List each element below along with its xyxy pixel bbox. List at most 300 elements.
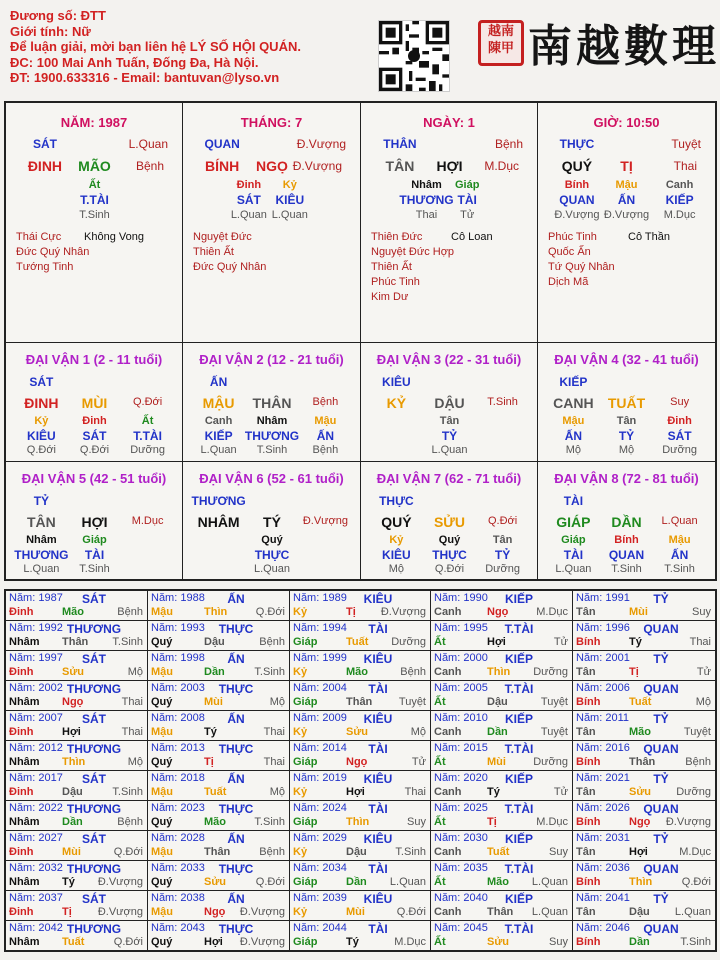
dv-hidden-stem: Tân (616, 415, 637, 427)
year-label (434, 712, 488, 724)
year-number: 2036 (605, 862, 630, 874)
dv-life-stage: M.Dục (131, 515, 164, 527)
year-ten-god: KIẾP (504, 592, 534, 606)
year-number: 2031 (605, 832, 630, 844)
year-number: 2027 (38, 832, 63, 844)
year-ten-god: ẤN (227, 652, 245, 666)
year-ten-god: THƯƠNG (66, 742, 122, 756)
dv-hidden-stem: Tân (492, 534, 513, 546)
year-number: 1987 (38, 592, 63, 604)
year-branch: Dần (487, 726, 508, 738)
year-ten-god: SÁT (82, 712, 106, 726)
year-life-stage: Suy (549, 936, 568, 948)
year-branch: Tuất (629, 696, 652, 708)
dv-hidden-god: ẤN (316, 429, 335, 443)
year-life-stage: Đ.Vượng (380, 606, 426, 618)
year-number: 2037 (38, 892, 63, 904)
year-ten-god: QUAN (643, 742, 679, 756)
year-ten-god: THỰC (218, 802, 254, 816)
year-label (576, 652, 630, 664)
address: ĐC: 100 Mai Anh Tuấn, Đống Đa, Hà Nội. (10, 54, 259, 70)
dv-stem: GIÁP (556, 514, 591, 530)
year-label (9, 622, 63, 634)
year-label (9, 742, 63, 754)
year-label (434, 862, 488, 874)
dv-hidden-stem: Tân (439, 415, 460, 427)
year-cell (431, 801, 573, 831)
year-ten-god: TÀI (368, 682, 388, 696)
year-stem: Đinh (9, 846, 34, 858)
annual-luck-table (4, 589, 717, 952)
year-life-stage: Đ.Vượng (239, 936, 285, 948)
dai-van-1 (6, 343, 183, 462)
year-life-stage: Tử (553, 636, 568, 648)
dai-van-title: ĐẠI VẬN 3 (22 - 31 tuổi) (376, 352, 522, 367)
year-number: 2005 (463, 682, 488, 694)
year-life-stage: T.Sinh (254, 816, 285, 828)
hidden-ten-god: TÀI (457, 193, 477, 207)
year-prefix: Năm: (434, 802, 464, 814)
dv-hidden-god: ẤN (564, 429, 583, 443)
dv-stem: TÂN (27, 514, 56, 530)
year-branch: Ngọ (487, 606, 509, 618)
dv-hidden-stem: Quý (261, 534, 283, 546)
hidden-ten-god: ẤN (617, 193, 636, 207)
shen-sha-star: Nguyệt Đức (193, 231, 252, 243)
year-life-stage: Thai (404, 786, 426, 798)
shen-sha-star: Thái Cực (16, 231, 62, 243)
year-number: 1997 (38, 652, 63, 664)
bazi-grid (4, 101, 717, 581)
year-stem: Bính (576, 816, 601, 828)
year-stem: Quý (151, 696, 173, 708)
year-ten-god: TỶ (653, 712, 669, 726)
year-prefix: Năm: (576, 652, 606, 664)
qr-code (378, 20, 450, 92)
year-stem: Nhâm (9, 636, 40, 648)
dv-life-stage: Q.Đới (132, 396, 163, 408)
year-number: 2018 (180, 772, 205, 784)
dv-hidden-god: KIẾP (204, 429, 233, 443)
dv-hidden-life: Q.Đới (79, 444, 110, 456)
year-branch: Dần (629, 936, 650, 948)
year-life-stage: T.Sinh (395, 846, 426, 858)
year-label (434, 742, 488, 754)
year-stem: Kỷ (293, 846, 308, 858)
year-branch: Dậu (204, 636, 225, 648)
year-life-stage: L.Quan (531, 906, 568, 918)
year-label (9, 772, 63, 784)
year-branch: Tị (487, 816, 497, 828)
year-branch: Thân (62, 636, 89, 648)
year-stem: Bính (576, 876, 601, 888)
earthly-branch: MÃO (78, 158, 111, 174)
dv-hidden-life: Dưỡng (485, 563, 520, 575)
year-stem: Quý (151, 636, 173, 648)
year-ten-god: THƯƠNG (66, 682, 122, 696)
ten-god: QUAN (204, 137, 240, 151)
year-prefix: Năm: (9, 682, 39, 694)
year-ten-god: T.TÀI (504, 862, 534, 876)
year-branch: Thìn (346, 816, 370, 828)
year-number: 1996 (605, 622, 630, 634)
hidden-life-stage: L.Quan (271, 209, 308, 221)
year-cell (573, 891, 715, 921)
hidden-stem: Canh (665, 179, 694, 191)
year-life-stage: Đ.Vượng (665, 816, 711, 828)
god-life-stage: L.Quan (128, 137, 168, 151)
year-ten-god: THƯƠNG (66, 802, 122, 816)
phone-email: ĐT: 1900.633316 - Email: bantuvan@lyso.vn (10, 70, 280, 85)
year-number: 2038 (180, 892, 205, 904)
year-stem: Nhâm (9, 816, 40, 828)
dv-hidden-stem: Đinh (82, 415, 107, 427)
year-number: 2017 (38, 772, 63, 784)
hidden-ten-god: KIẾP (665, 193, 694, 207)
brand-logo (478, 8, 720, 78)
year-cell (573, 681, 715, 711)
dv-branch: MÙI (81, 395, 108, 411)
year-cell (431, 831, 573, 861)
year-number: 1991 (605, 592, 630, 604)
year-stem: Canh (434, 786, 462, 798)
year-ten-god: TÀI (368, 742, 388, 756)
year-cell (290, 621, 431, 651)
year-prefix: Năm: (293, 712, 323, 724)
year-prefix: Năm: (9, 892, 39, 904)
year-prefix: Năm: (293, 742, 323, 754)
year-stem: Ất (434, 936, 446, 948)
year-branch: Dần (62, 816, 83, 828)
year-number: 2039 (322, 892, 347, 904)
year-branch: Tý (487, 786, 500, 798)
god-life-stage: Tuyệt (671, 137, 701, 151)
year-ten-god: T.TÀI (504, 742, 534, 756)
year-label (151, 772, 205, 784)
year-cell (573, 801, 715, 831)
year-stem: Tân (576, 846, 596, 858)
dv-hidden-stem: Bính (614, 534, 639, 546)
year-cell (431, 591, 573, 621)
year-stem: Canh (434, 846, 462, 858)
dv-hidden-god: TỶ (441, 429, 458, 443)
year-life-stage: Mộ (410, 726, 426, 738)
dv-hidden-god: THỰC (254, 548, 290, 562)
dv-hidden-stem: Ất (141, 415, 154, 427)
year-prefix: Năm: (151, 892, 181, 904)
year-ten-god: KIẾP (504, 772, 534, 786)
dv-stem: MẬU (202, 395, 235, 411)
year-life-stage: L.Quan (674, 906, 711, 918)
dai-van-title: ĐẠI VẬN 1 (2 - 11 tuổi) (25, 352, 163, 367)
dv-hidden-god: T.TÀI (133, 429, 162, 443)
year-prefix: Năm: (151, 862, 181, 874)
dv-hidden-god: TÀI (84, 548, 105, 562)
year-ten-god: KIÊU (363, 772, 393, 786)
dv-hidden-god: SÁT (82, 429, 107, 443)
year-number: 2007 (38, 712, 63, 724)
hidden-life-stage: Đ.Vượng (603, 209, 650, 221)
year-ten-god: THỰC (218, 742, 254, 756)
pillar-title: THÁNG: 7 (240, 115, 303, 130)
year-ten-god: ẤN (227, 832, 245, 846)
dai-van-2 (183, 343, 361, 462)
year-ten-god: KIÊU (363, 712, 393, 726)
year-ten-god: TÀI (368, 922, 388, 936)
year-branch: Hợi (62, 726, 81, 738)
year-life-stage: Suy (549, 846, 568, 858)
year-life-stage: Đ.Vượng (239, 906, 285, 918)
year-ten-god: ẤN (227, 892, 245, 906)
year-prefix: Năm: (576, 622, 606, 634)
dv-life-stage: Bệnh (312, 396, 339, 408)
year-number: 2035 (463, 862, 488, 874)
pillar-2 (183, 103, 361, 343)
ten-god: SÁT (32, 137, 57, 151)
year-life-stage: M.Dục (536, 606, 568, 618)
shen-sha-star-right: Cô Thần (628, 231, 670, 243)
year-life-stage: Tử (411, 756, 426, 768)
year-life-stage: Tuyệt (540, 726, 568, 738)
year-branch: Mão (346, 666, 368, 678)
year-cell (148, 591, 290, 621)
year-stem: Tân (576, 786, 596, 798)
year-label (9, 712, 63, 724)
year-cell (6, 801, 148, 831)
year-life-stage: L.Quan (389, 876, 426, 888)
year-cell (6, 741, 148, 771)
year-cell (148, 621, 290, 651)
year-number: 2040 (463, 892, 488, 904)
year-branch: Thân (487, 906, 514, 918)
pillar-title: GIỜ: 10:50 (593, 115, 660, 130)
year-label (151, 832, 205, 844)
year-number: 1992 (38, 622, 63, 634)
year-prefix: Năm: (151, 742, 181, 754)
year-life-stage: Dưỡng (676, 786, 711, 798)
hidden-life-stage: Thai (415, 209, 438, 221)
year-ten-god: TỶ (653, 832, 669, 846)
year-label (151, 622, 205, 634)
dv-hidden-life: L.Quan (253, 563, 291, 575)
year-ten-god: QUAN (643, 862, 679, 876)
dv-hidden-god: THƯƠNG (244, 429, 300, 443)
dv-hidden-life: Dưỡng (130, 444, 165, 456)
year-label (434, 652, 488, 664)
year-number: 2029 (322, 832, 347, 844)
year-label (434, 892, 488, 904)
year-stem: Đinh (9, 786, 34, 798)
year-prefix: Năm: (576, 832, 606, 844)
year-number: 2022 (38, 802, 63, 814)
branch-life-stage: Bệnh (135, 159, 164, 173)
year-life-stage: T.Sinh (680, 936, 711, 948)
heavenly-stem: BÍNH (205, 158, 240, 174)
year-life-stage: Tuyệt (540, 696, 568, 708)
year-label (9, 862, 63, 874)
year-ten-god: THỰC (218, 622, 254, 636)
year-ten-god: QUAN (643, 682, 679, 696)
year-branch: Mùi (204, 696, 223, 708)
dv-life-stage: Đ.Vượng (302, 515, 348, 527)
year-life-stage: Thai (263, 756, 285, 768)
year-cell (6, 651, 148, 681)
year-branch: Mão (204, 816, 226, 828)
hidden-life-stage: M.Dục (663, 209, 696, 221)
earthly-branch: NGỌ (256, 158, 288, 174)
year-label (293, 892, 347, 904)
year-ten-god: QUAN (643, 622, 679, 636)
dai-van-4 (538, 343, 715, 462)
year-prefix: Năm: (9, 742, 39, 754)
hidden-life-stage: Đ.Vượng (554, 209, 600, 221)
hidden-ten-god: QUAN (559, 193, 595, 207)
year-life-stage: T.Sinh (254, 666, 285, 678)
year-prefix: Năm: (293, 802, 323, 814)
year-branch: Hợi (629, 846, 648, 858)
year-prefix: Năm: (293, 682, 323, 694)
year-life-stage: Mộ (127, 666, 143, 678)
owner-name: Đương số: ĐTT (10, 8, 106, 23)
year-ten-god: THỰC (218, 682, 254, 696)
year-branch: Thân (204, 846, 231, 858)
year-cell (6, 771, 148, 801)
shen-sha-star: Phúc Tinh (548, 231, 597, 243)
year-number: 2016 (605, 742, 630, 754)
year-stem: Nhâm (9, 756, 40, 768)
year-stem: Giáp (293, 816, 318, 828)
year-prefix: Năm: (293, 652, 323, 664)
year-stem: Đinh (9, 666, 34, 678)
hidden-stem: Kỷ (282, 179, 297, 191)
year-cell (6, 621, 148, 651)
year-stem: Tân (576, 906, 596, 918)
year-prefix: Năm: (434, 892, 464, 904)
year-branch: Tuất (62, 936, 85, 948)
year-stem: Ất (434, 636, 446, 648)
year-label (293, 802, 347, 814)
hidden-ten-god: SÁT (236, 193, 261, 207)
year-prefix: Năm: (293, 592, 323, 604)
year-life-stage: T.Sinh (112, 786, 143, 798)
year-number: 2020 (463, 772, 488, 784)
year-stem: Bính (576, 636, 601, 648)
year-number: 2046 (605, 922, 630, 934)
pillar-1 (6, 103, 183, 343)
year-branch: Hợi (204, 936, 223, 948)
earthly-branch: HỢI (436, 158, 463, 174)
year-label (151, 802, 205, 814)
shen-sha-star: Dịch Mã (548, 276, 589, 288)
year-life-stage: Tử (553, 786, 568, 798)
year-label (9, 922, 63, 934)
heavenly-stem: QUÝ (561, 158, 593, 174)
year-label (576, 712, 629, 724)
dv-stem: KỶ (386, 395, 407, 411)
year-life-stage: Tuyệt (683, 726, 711, 738)
year-number: 2014 (322, 742, 347, 754)
year-stem: Quý (151, 816, 173, 828)
year-label (151, 892, 205, 904)
year-number: 2019 (322, 772, 347, 784)
year-ten-god: ẤN (227, 772, 245, 786)
year-cell (573, 861, 715, 891)
year-cell (573, 591, 715, 621)
year-cell (290, 591, 431, 621)
dv-hidden-life: T.Sinh (611, 563, 642, 575)
shen-sha-star-right: Cô Loan (451, 231, 493, 243)
year-cell (290, 861, 431, 891)
ten-god: THỰC (559, 137, 595, 151)
hidden-ten-god: THƯƠNG (399, 193, 454, 207)
year-cell (573, 771, 715, 801)
dv-hidden-god: KIÊU (27, 429, 56, 443)
year-cell (573, 621, 715, 651)
year-branch: Dần (204, 666, 225, 678)
year-ten-god: KIẾP (504, 652, 534, 666)
year-life-stage: Mộ (269, 696, 285, 708)
year-number: 2009 (322, 712, 347, 724)
dv-hidden-stem: Giáp (82, 534, 107, 546)
dv-branch: THÂN (252, 395, 292, 411)
year-prefix: Năm: (293, 622, 323, 634)
year-label (151, 682, 205, 694)
year-cell (148, 921, 290, 951)
dv-hidden-stem: Canh (204, 415, 233, 427)
year-life-stage: Q.Đới (255, 876, 285, 888)
year-stem: Giáp (293, 756, 318, 768)
dv-hidden-stem: Mậu (668, 534, 691, 546)
branch-life-stage: M.Dục (484, 159, 519, 173)
dv-hidden-god: SÁT (667, 429, 692, 443)
year-label (9, 682, 63, 694)
year-prefix: Năm: (576, 862, 606, 874)
year-label (293, 712, 347, 724)
year-prefix: Năm: (293, 772, 323, 784)
year-branch: Thân (346, 696, 373, 708)
year-life-stage: Thai (263, 726, 285, 738)
dv-hidden-stem: Giáp (561, 534, 586, 546)
year-number: 2000 (463, 652, 488, 664)
year-label (293, 682, 347, 694)
year-label (151, 592, 205, 604)
year-label (434, 922, 488, 934)
year-cell (431, 861, 573, 891)
year-stem: Mậu (151, 666, 173, 678)
hidden-life-stage: T.Sinh (79, 209, 110, 221)
year-number: 2002 (38, 682, 63, 694)
year-prefix: Năm: (576, 772, 606, 784)
year-stem: Bính (576, 936, 601, 948)
year-number: 2034 (322, 862, 347, 874)
year-cell (148, 651, 290, 681)
dv-hidden-life: Mộ (618, 444, 635, 456)
year-life-stage: Q.Đới (681, 876, 711, 888)
year-stem: Bính (576, 756, 601, 768)
year-ten-god: KIẾP (504, 712, 534, 726)
year-stem: Đinh (9, 606, 34, 618)
year-cell (431, 891, 573, 921)
shen-sha-star: Phúc Tinh (371, 276, 420, 288)
year-prefix: Năm: (151, 592, 181, 604)
year-branch: Tý (204, 726, 217, 738)
year-label (434, 802, 488, 814)
dv-ten-god: TỶ (33, 494, 50, 508)
year-label (151, 742, 205, 754)
year-ten-god: THỰC (218, 862, 254, 876)
dv-hidden-life: Q.Đới (434, 563, 465, 575)
year-label (293, 652, 347, 664)
